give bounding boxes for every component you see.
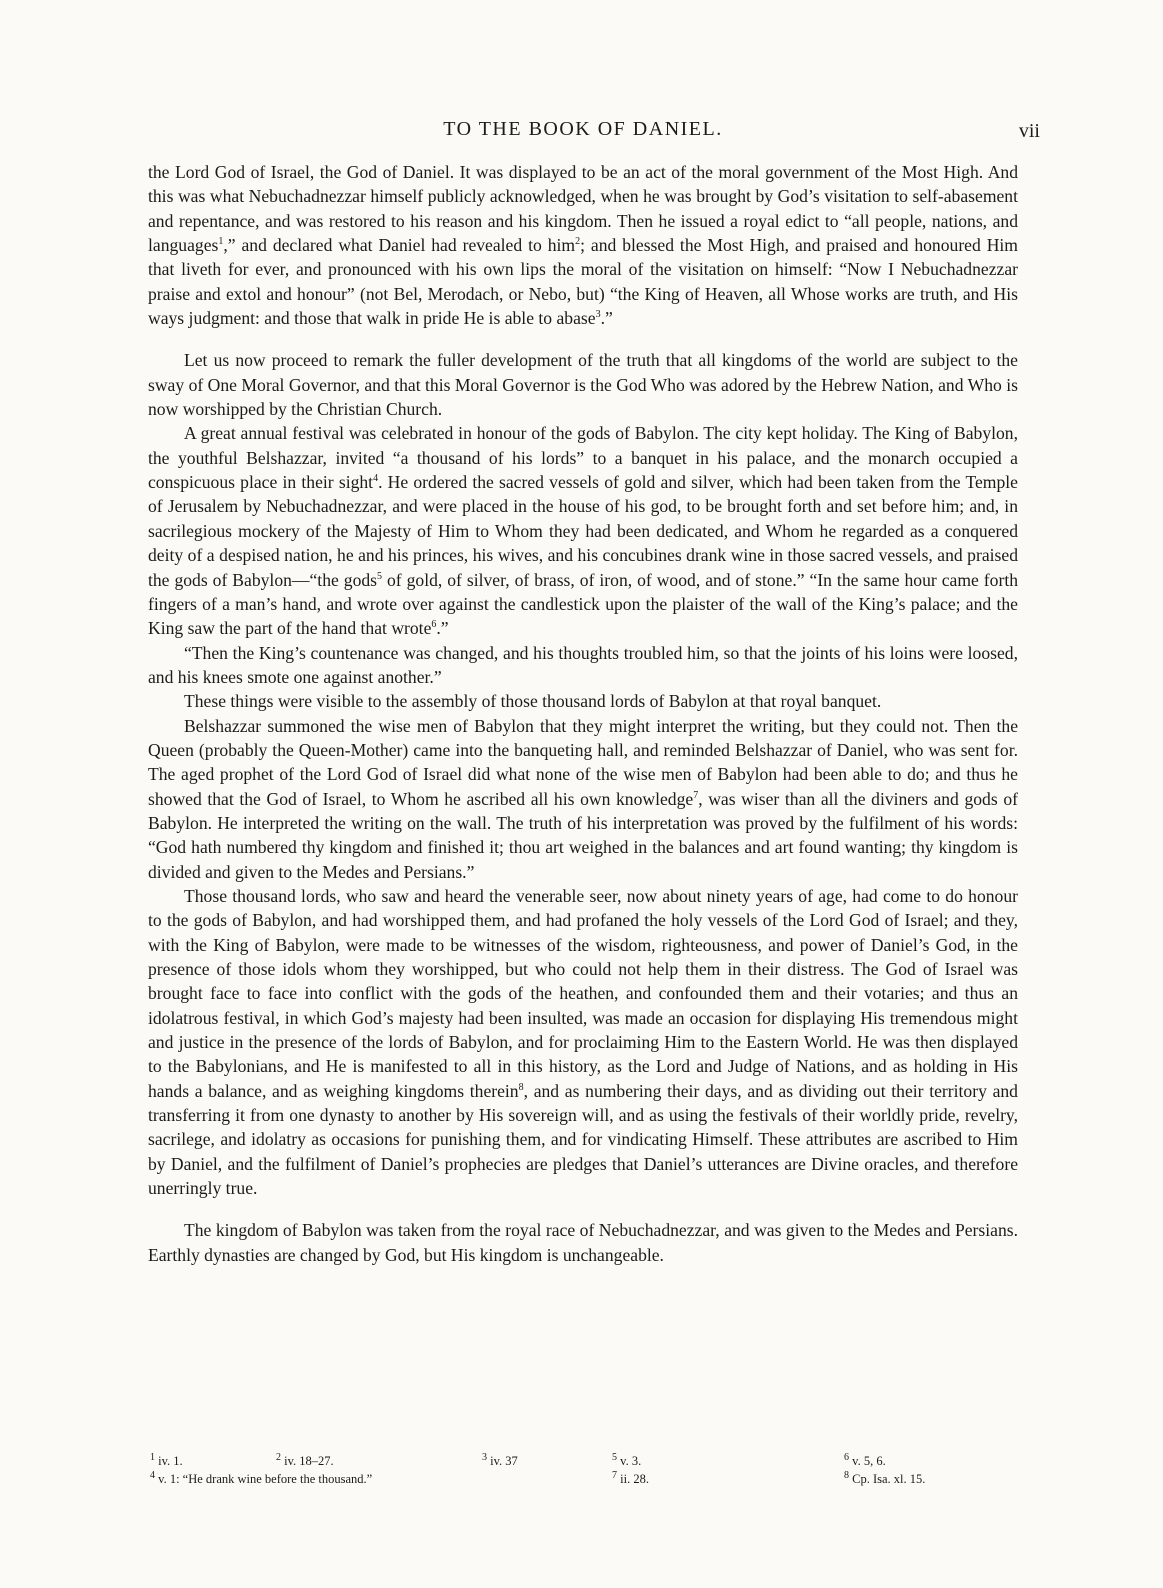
footnote-mark: 2	[276, 1451, 281, 1463]
text-run: ,” and declared what Daniel had revealed to him	[223, 235, 576, 256]
footnote-ref: 2	[575, 236, 581, 248]
text-run: The kingdom of Babylon was taken from the royal race of Nebuchadnezzar, and was given to the Medes and Persians. Earthly dynasties are changed by God, but His kingdom is unchangeable.	[148, 1220, 1018, 1265]
footnote-ref: 4	[373, 473, 379, 485]
paragraph	[148, 714, 1018, 884]
text-run: Let us now proceed to remark the fuller development of the truth that all kingdoms of the world are subject to the sway of One Moral Governor, and that this Moral Governor is the God Who was adored by the Hebrew Nation, and Who is now worshipped by the Christian Church.	[148, 350, 1018, 420]
text-run: Belshazzar summoned the wise men of Babylon that they might interpret the writing, but they could not. Then the Queen (probably the Queen-Mother) came into the banqueting hall, and reminded Belshazzar of Daniel, who was sent for. The aged prophet of the Lord God of Israel did what none of the wise men of Babylon had been able to do; and thus he showed that the God of Israel, to Whom he ascribed all his own knowledge	[148, 715, 1018, 809]
paragraph	[148, 641, 1018, 690]
paragraph	[148, 160, 1018, 330]
footnote-text: iv. 1.	[158, 1454, 183, 1468]
footnote	[150, 1452, 183, 1470]
footnote-ref: 7	[693, 789, 699, 801]
text-run: Those thousand lords, who saw and heard the venerable seer, now about ninety years of age, had come to do honour to the gods of Babylon, and had worshipped them, and had profaned the holy vessels of the Lord God of Israel; and they, with the King of Babylon, were made to be witnesses of the wisdom, righteousness, and power of Daniel’s God, in the presence of those idols whom they worshipped, but who could not help them in their distress. The God of Israel was brought face to face into conflict with the gods of the heathen, and confounded them and their votaries; and thus an idolatrous festival, in which God’s majesty had been insulted, was made an occasion for displaying His tremendous might and justice in the presence of the lords of Babylon, and for proclaiming Him to the Eastern World. He was then displayed to the Babylonians, and He is manifested to all in this history, as the Lord and Judge of Nations, and as holding in His hands a balance, and as weighing kingdoms therein	[148, 885, 1018, 1101]
footnote-text: v. 5, 6.	[852, 1454, 886, 1468]
text-run: .”	[436, 618, 449, 639]
footnote	[150, 1470, 372, 1488]
footnote-ref: 3	[595, 309, 601, 321]
footnote-text: ii. 28.	[620, 1472, 649, 1486]
text-run: the Lord God of Israel, the God of Daniel. It was displayed to be an act of the moral government of the Most High. And this was what Nebuchadnezzar himself publicly acknowledged, when he was brought by God’s visitation to self-abasement and repentance, and was restored to his reason and his kingdom. Then he issued a royal edict to “all people, nations, and languages	[148, 162, 1018, 256]
footnote	[276, 1452, 334, 1470]
text-run: A great annual festival was celebrated in honour of the gods of Babylon. The city kept holiday. The King of Babylon, the youthful Belshazzar, invited “a thousand of his lords” to a banquet in his palace, and the monarch occupied a conspicuous place in their sight	[148, 423, 1018, 493]
running-head	[148, 118, 1040, 142]
footnote-ref: 1	[218, 236, 224, 248]
paragraph	[148, 689, 1018, 713]
footnote-mark: 6	[844, 1451, 849, 1463]
footnote-text: iv. 18–27.	[284, 1454, 334, 1468]
footnote-text: Cp. Isa. xl. 15.	[852, 1472, 926, 1486]
footnote-ref: 6	[431, 619, 437, 631]
running-title: TO THE BOOK OF DANIEL.	[443, 118, 723, 140]
paragraph	[148, 348, 1018, 421]
text-run: . He ordered the sacred vessels of gold and silver, which had been taken from the Temple of Jerusalem by Nebuchadnezzar, and were placed in the house of his god, to be brought forth and set before him; and, in sacrilegious mockery of the Majesty of Him to Whom they had been dedicated, and Whom he regarded as a conquered deity of a despised nation, he and his princes, his wives, and his concubines drank wine in those sacred vessels, and praised the gods of Babylon—“the gods	[148, 472, 1018, 590]
text-run: , was wiser than all the diviners and gods of Babylon. He interpreted the writing on the wall. The truth of his interpretation was proved by the fulfilment of his words: “God hath numbered thy kingdom and finished it; thou art weighed in the balances and art found wanting; thy kingdom is divided and given to the Medes and Persians.”	[148, 788, 1018, 882]
footnote	[482, 1452, 518, 1470]
footnote-mark: 8	[844, 1469, 849, 1481]
footnote-ref: 5	[377, 570, 383, 582]
footnote-text: v. 1: “He drank wine before the thousand.”	[158, 1472, 373, 1486]
paragraph	[148, 884, 1018, 1200]
footnote-mark: 1	[150, 1451, 155, 1463]
text-run: of gold, of silver, of brass, of iron, of wood, and of stone.” “In the same hour came forth fingers of a man’s hand, and wrote over against the candlestick upon the plaister of the wall of the King’s palace; and the King saw the part of the hand that wrote	[148, 569, 1019, 639]
text-run: These things were visible to the assembly of those thousand lords of Babylon at that royal banquet.	[184, 691, 882, 712]
page-number: vii	[1018, 120, 1040, 142]
footnote-ref: 8	[518, 1081, 524, 1093]
paragraph	[148, 421, 1018, 640]
footnote-mark: 3	[482, 1451, 487, 1463]
footnote-text: iv. 37	[490, 1454, 518, 1468]
footnote	[844, 1470, 925, 1488]
text-run: .”	[600, 308, 613, 329]
text-run: ; and blessed the Most High, and praised and honoured Him that liveth for ever, and pronounced with his own lips the moral of the visitation on himself: “Now I Nebuchadnezzar praise and extol and honour” (not Bel, Merodach, or Nebo, but) “the King of Heaven, all Whose works are truth, and His ways judgment: and those that walk in pride He is able to abase	[148, 235, 1018, 329]
footnote	[844, 1452, 886, 1470]
text-run: , and as numbering their days, and as dividing out their territory and transferring it from one dynasty to another by His sovereign will, and as using the festivals of their worldly pride, revelry, sacrilege, and idolatry as occasions for punishing them, and for vindicating Himself. These attributes are ascribed to Him by Daniel, and the fulfilment of Daniel’s prophecies are pledges that Daniel’s utterances are Divine oracles, and therefore unerringly true.	[148, 1080, 1018, 1199]
text-run: “Then the King’s countenance was changed, and his thoughts troubled him, so that the joints of his loins were loosed, and his knees smote one against another.”	[148, 642, 1018, 687]
footnote-mark: 7	[612, 1469, 617, 1481]
footnote-text: v. 3.	[620, 1454, 642, 1468]
body-text	[148, 160, 1018, 1267]
footnote	[612, 1452, 641, 1470]
paragraph	[148, 1218, 1018, 1267]
footnote-mark: 4	[150, 1469, 155, 1481]
footnote	[612, 1470, 649, 1488]
footnote-mark: 5	[612, 1451, 617, 1463]
